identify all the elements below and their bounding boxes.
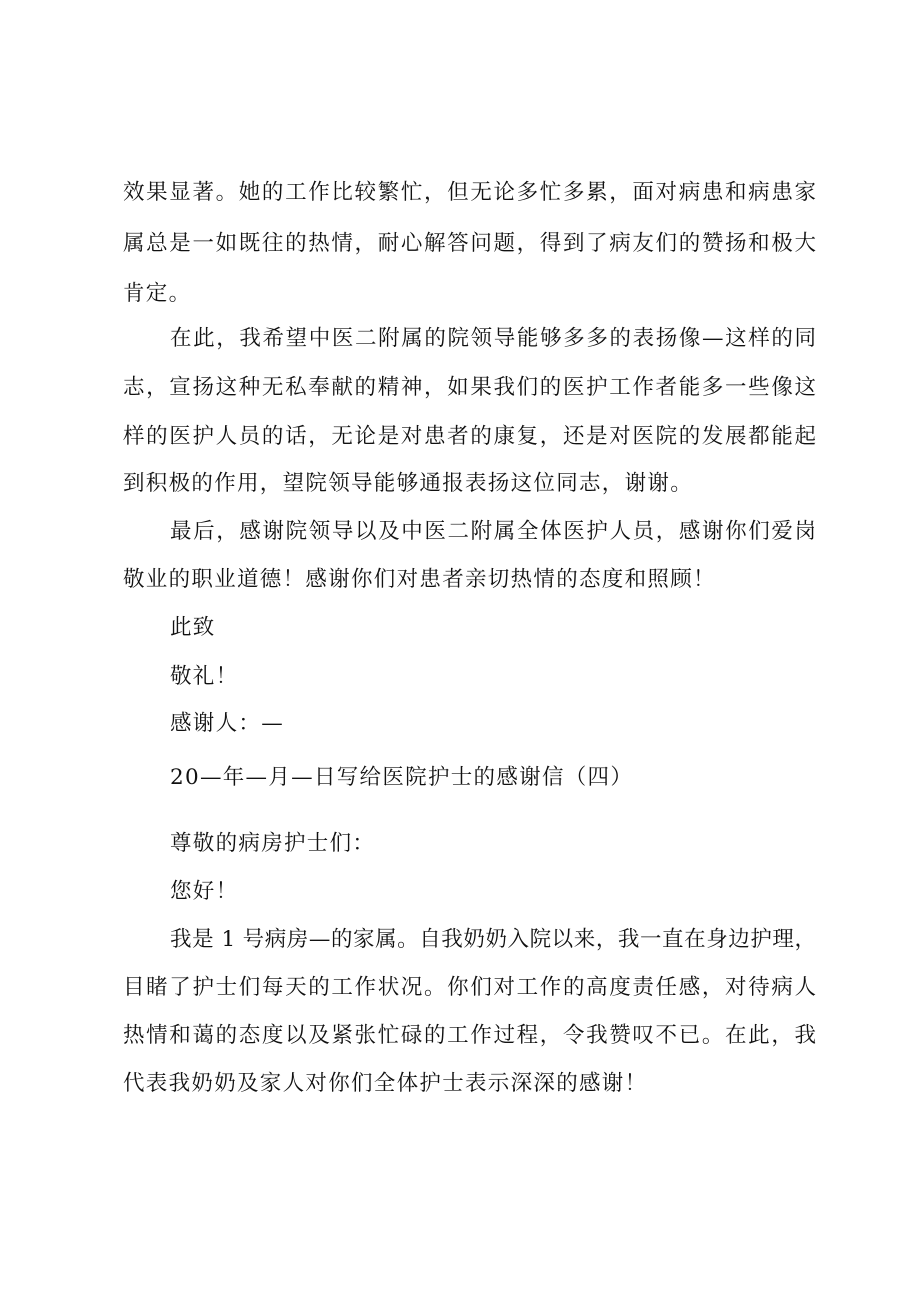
body-line-2: 目睹了护士们每天的工作状况。你们对工作的高度责任感，对待病人 bbox=[123, 975, 816, 1000]
paragraph-2-line-2: 志，宣扬这种无私奉献的精神，如果我们的医护工作者能多一些像这 bbox=[123, 375, 816, 400]
paragraph-2-line-3: 样的医护人员的话，无论是对患者的康复，还是对医院的发展都能起 bbox=[123, 424, 816, 449]
closing-signature: 感谢人：— bbox=[170, 711, 285, 736]
closing-salutation-1: 此致 bbox=[170, 615, 216, 640]
paragraph-1-line-1: 效果显著。她的工作比较繁忙，但无论多忙多累，面对病患和病患家 bbox=[123, 180, 816, 205]
paragraph-1-line-3: 肯定。 bbox=[123, 281, 192, 306]
body-line-3: 热情和蔼的态度以及紧张忙碌的工作过程，令我赞叹不已。在此，我 bbox=[123, 1023, 816, 1048]
body-line-1: 我是 1 号病房—的家属。自我奶奶入院以来，我一直在身边护理， bbox=[170, 927, 816, 952]
paragraph-3-line-1: 最后，感谢院领导以及中医二附属全体医护人员，感谢你们爱岗 bbox=[170, 519, 816, 544]
paragraph-1-line-2: 属总是一如既往的热情，耐心解答问题，得到了病友们的赞扬和极大 bbox=[123, 231, 816, 256]
paragraph-3-line-2: 敬业的职业道德！感谢你们对患者亲切热情的态度和照顾！ bbox=[123, 567, 716, 592]
greeting-hello: 您好！ bbox=[170, 879, 239, 904]
paragraph-2-line-4: 到积极的作用，望院领导能够通报表扬这位同志，谢谢。 bbox=[123, 471, 694, 496]
closing-salutation-2: 敬礼！ bbox=[170, 664, 239, 689]
greeting-recipient: 尊敬的病房护士们： bbox=[170, 831, 376, 856]
body-line-4: 代表我奶奶及家人对你们全体护士表示深深的感谢！ bbox=[123, 1071, 648, 1096]
letter-heading: 20—年—月—日写给医院护士的感谢信（四） bbox=[170, 765, 634, 790]
paragraph-2-line-1: 在此，我希望中医二附属的院领导能够多多的表扬像—这样的同 bbox=[170, 326, 816, 351]
